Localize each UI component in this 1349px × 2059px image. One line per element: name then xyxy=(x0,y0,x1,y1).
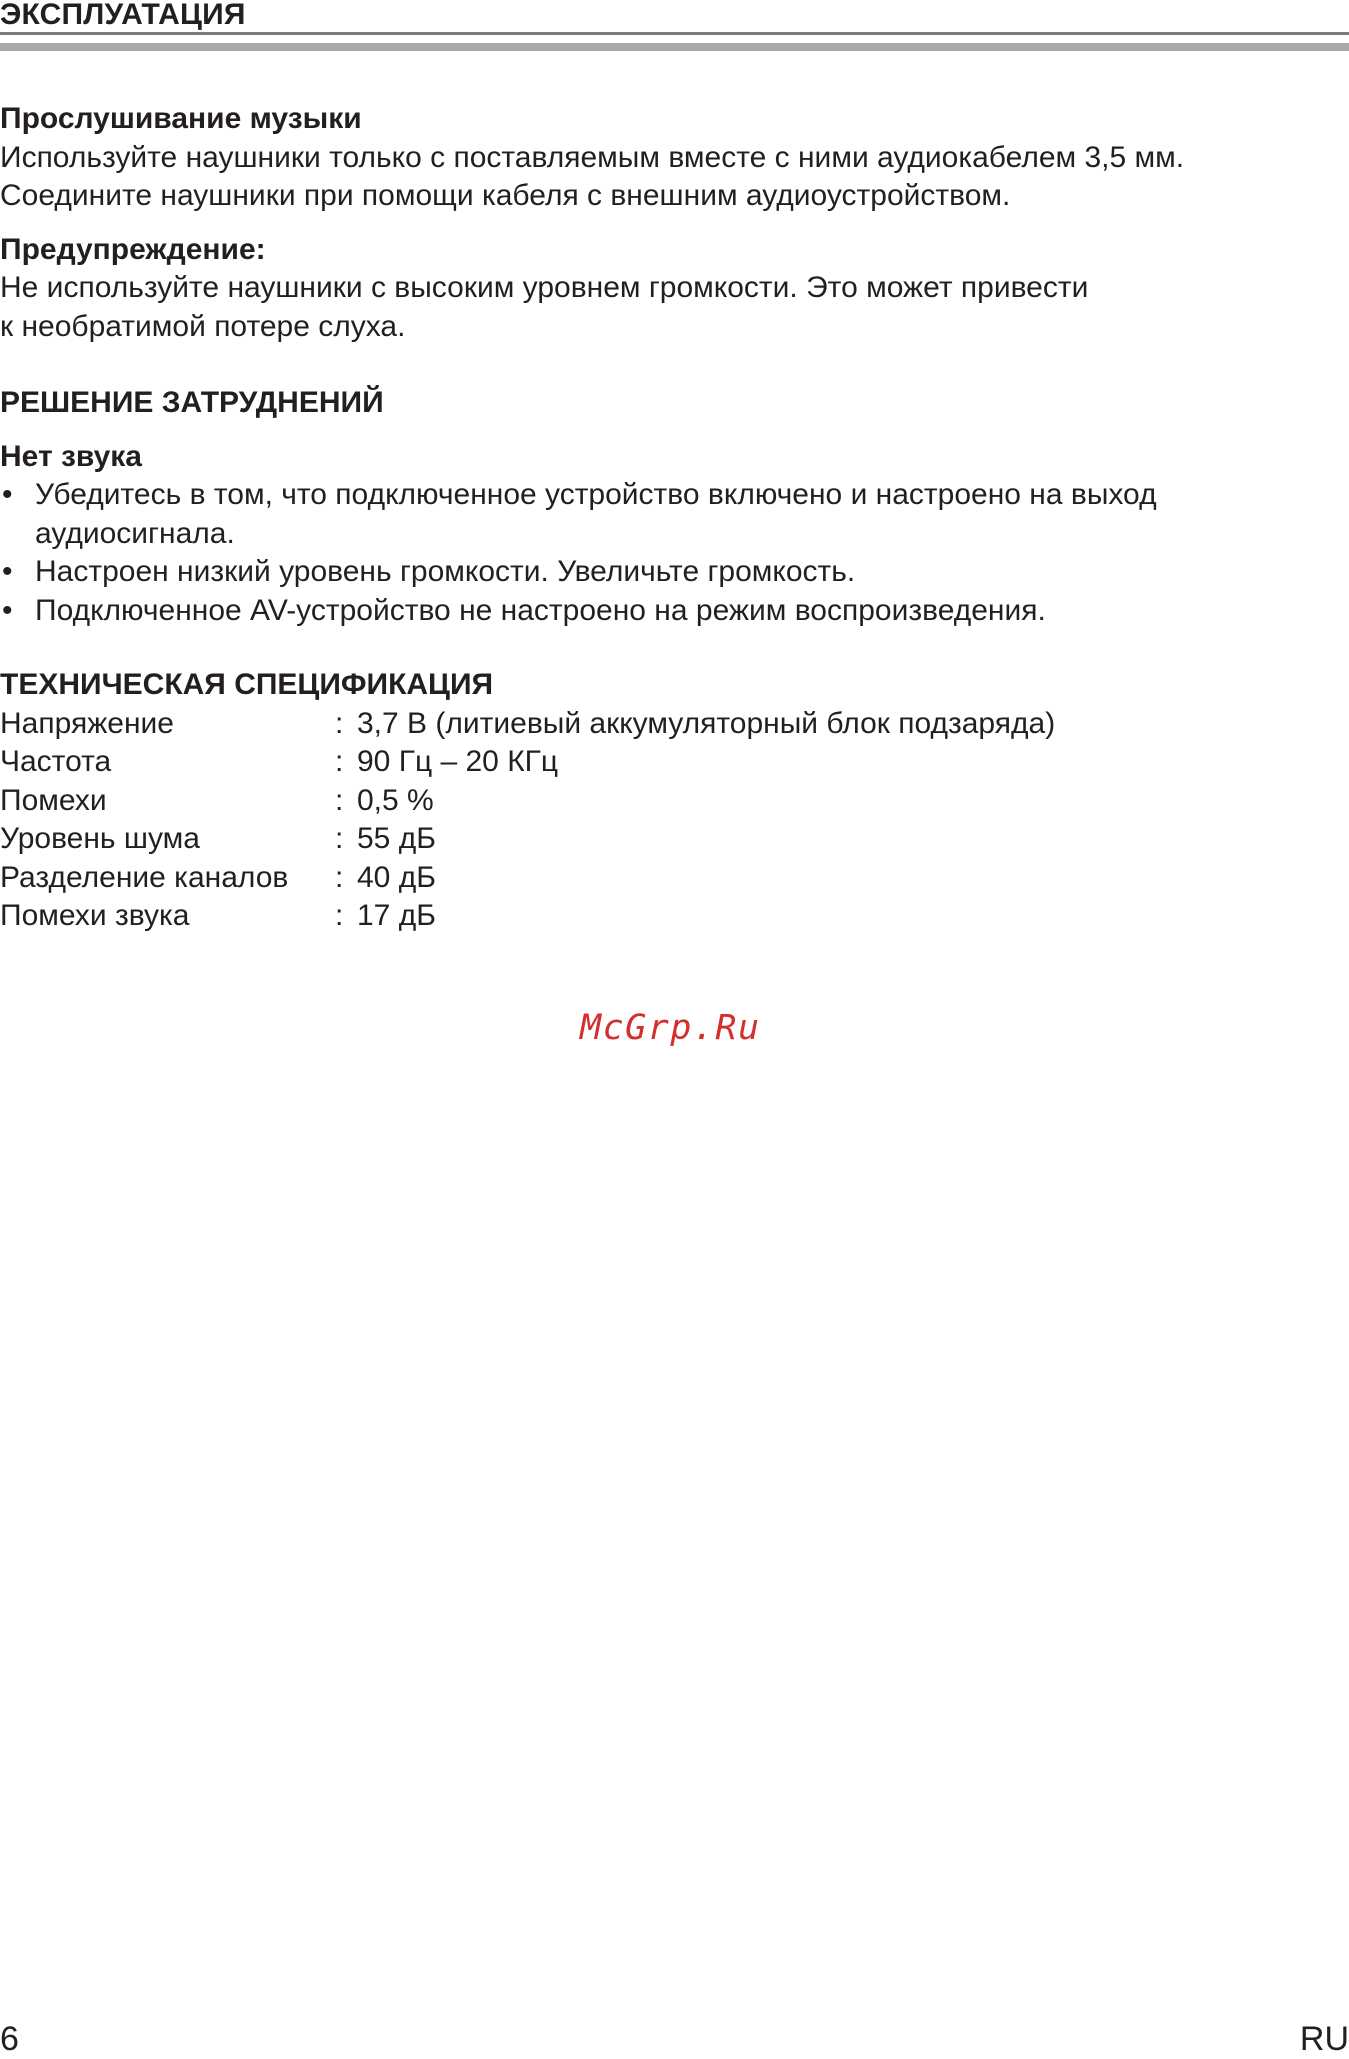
spec-value: 0,5 % xyxy=(357,783,434,817)
warning-text-line: Не используйте наушники с высоким уровнем громкости. Это может привести xyxy=(0,271,1089,304)
watermark-logo: McGrp.Ru xyxy=(580,1008,761,1048)
spec-separator: : xyxy=(335,860,344,894)
spec-label: Разделение каналов xyxy=(0,860,289,894)
spec-separator: : xyxy=(335,899,344,932)
table-row xyxy=(0,859,1055,898)
warning-section xyxy=(0,231,1300,347)
spec-separator: : xyxy=(335,783,344,817)
spec-label: Помехи xyxy=(0,783,107,817)
specs-section xyxy=(0,666,1300,936)
spec-value: 55 дБ xyxy=(357,822,436,855)
listening-text-line: Соедините наушники при помощи кабеля с внешним аудиоустройством. xyxy=(0,179,1011,212)
spec-separator: : xyxy=(335,822,344,855)
spec-label: Уровень шума xyxy=(0,822,200,855)
list-item xyxy=(0,476,1300,553)
table-row xyxy=(0,897,1055,936)
spec-value: 40 дБ xyxy=(357,860,436,894)
listening-section xyxy=(0,100,1300,216)
troubleshooting-heading: РЕШЕНИЕ ЗАТРУДНЕНИЙ xyxy=(0,386,384,419)
spec-value: 3,7 В (литиевый аккумуляторный блок подзаряда) xyxy=(357,706,1056,740)
table-row xyxy=(0,782,1055,821)
troubleshooting-section xyxy=(0,384,1300,630)
no-sound-subheading: Нет звука xyxy=(0,439,142,473)
list-item-text: Убедитесь в том, что подключенное устройство включено и настроено на выход xyxy=(35,478,1157,511)
header-rule xyxy=(0,32,1349,35)
spec-separator: : xyxy=(335,745,344,778)
spec-label: Помехи звука xyxy=(0,899,190,932)
listening-heading: Прослушивание музыки xyxy=(0,102,362,135)
spec-label: Частота xyxy=(0,745,112,778)
page-number: 6 xyxy=(0,2020,19,2058)
spec-label: Напряжение xyxy=(0,706,174,740)
list-item-text: аудиосигнала. xyxy=(35,516,235,550)
document-body xyxy=(0,100,1300,936)
header-rule-secondary xyxy=(0,43,1349,51)
section-title: ЭКСПЛУАТАЦИЯ xyxy=(0,0,246,31)
specs-table xyxy=(0,705,1055,936)
list-item xyxy=(0,553,1300,592)
listening-text-line: Используйте наушники только с поставляемым вместе с ними аудиокабелем 3,5 мм. xyxy=(0,140,1185,174)
bullet-icon: • xyxy=(2,593,13,627)
table-row xyxy=(0,705,1055,744)
spec-value: 90 Гц – 20 КГц xyxy=(357,745,559,778)
warning-text-line: к необратимой потере слуха. xyxy=(0,309,406,343)
list-item-text: Подключенное AV-устройство не настроено на режим воспроизведения. xyxy=(35,593,1046,627)
language-code: RU xyxy=(1299,2020,1349,2058)
spec-value: 17 дБ xyxy=(357,899,436,932)
list-item xyxy=(0,592,1300,631)
table-row xyxy=(0,743,1055,782)
table-row xyxy=(0,820,1055,859)
bullet-icon: • xyxy=(2,478,13,511)
list-item-text: Настроен низкий уровень громкости. Увеличьте громкость. xyxy=(35,555,856,588)
spec-separator: : xyxy=(335,706,344,740)
troubleshooting-list xyxy=(0,476,1300,630)
specs-heading: ТЕХНИЧЕСКАЯ СПЕЦИФИКАЦИЯ xyxy=(0,668,494,701)
bullet-icon: • xyxy=(2,555,13,588)
warning-heading: Предупреждение: xyxy=(0,232,266,266)
